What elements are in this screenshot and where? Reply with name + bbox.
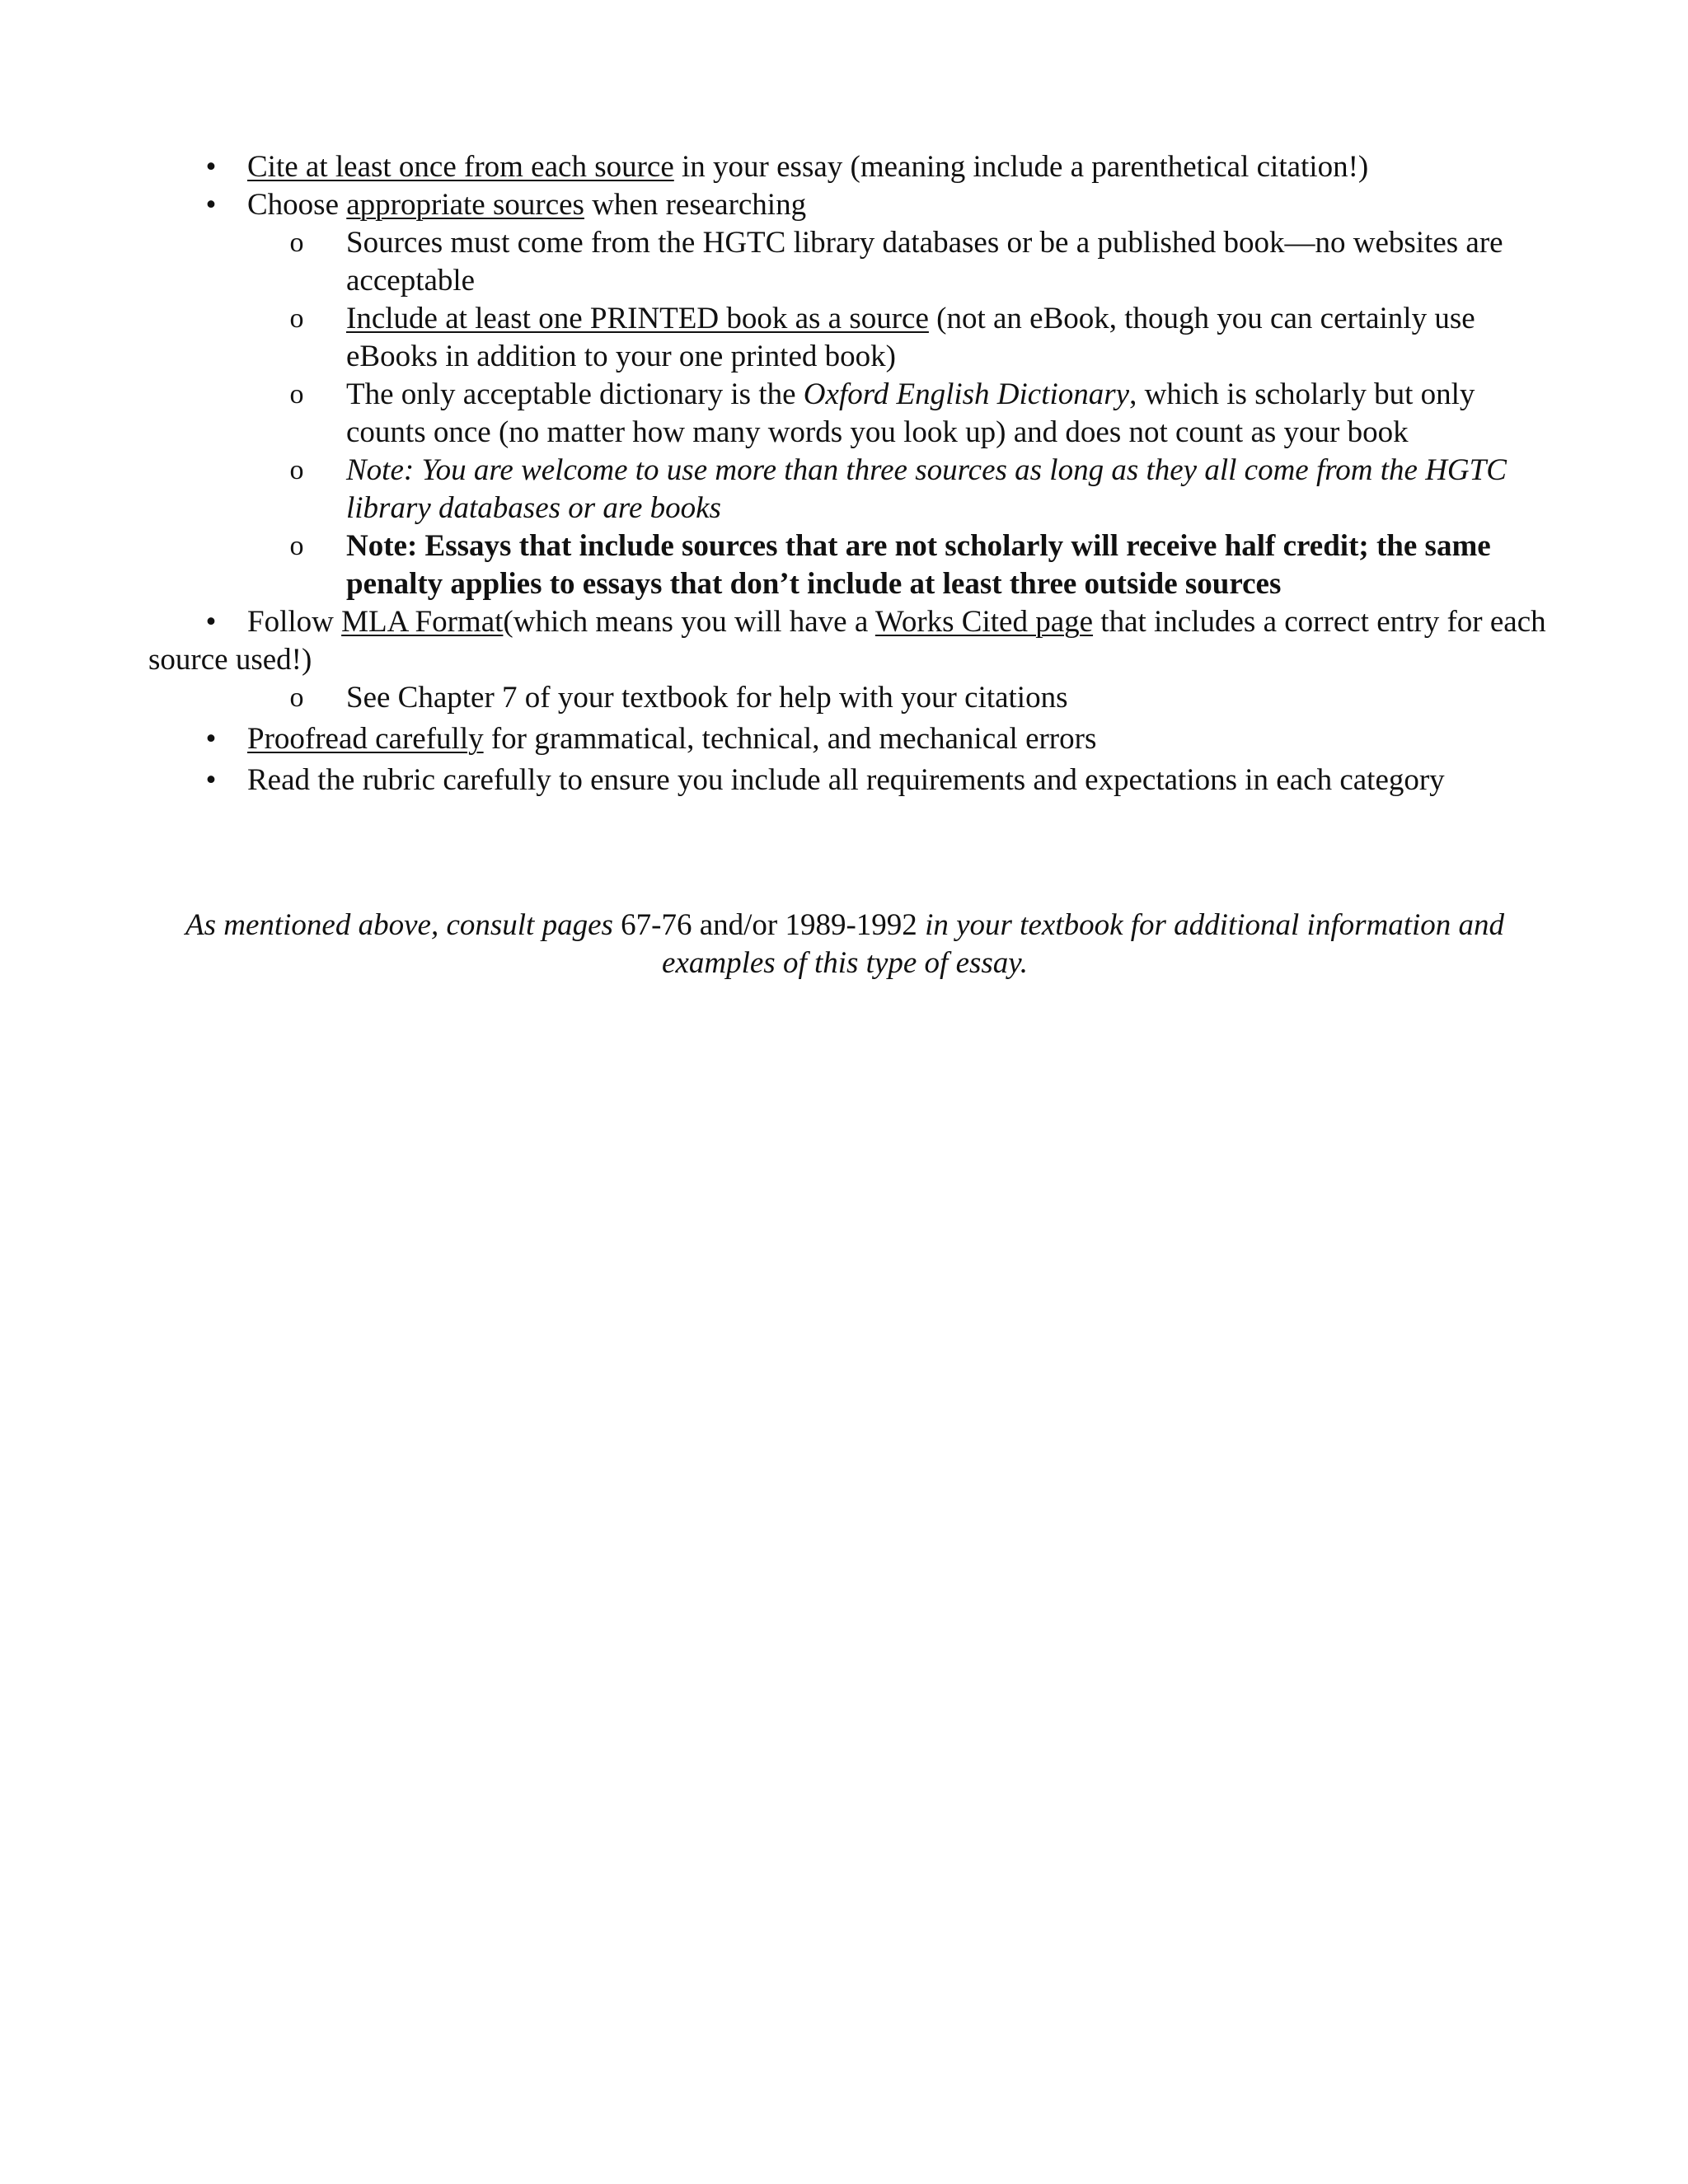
sub-item-text — [346, 376, 1550, 452]
closing-note — [140, 907, 1550, 982]
cite-link: Cite at least once from each source — [247, 150, 674, 184]
sub-bullet-marker: o — [289, 379, 304, 410]
sub-bullet-marker: o — [289, 531, 304, 561]
list-item-proofread — [148, 720, 1550, 758]
bullet-marker: • — [205, 763, 217, 797]
proofread-rest-text: for grammatical, technical, and mechanical errors — [483, 722, 1097, 756]
sub-item-chapter-7 — [247, 679, 1550, 717]
choose-post-text: when researching — [584, 188, 807, 222]
list-item-text — [148, 603, 1550, 679]
sub-item-library-databases — [247, 224, 1550, 300]
cite-rest-text: in your essay (meaning include a parenthetical citation!) — [673, 150, 1369, 184]
bullet-marker: • — [205, 150, 217, 184]
bullet-marker: • — [205, 605, 217, 639]
mla-sub-list — [247, 679, 1550, 717]
sub-item-text: Sources must come from the HGTC library databases or be a published book—no websites are acceptable — [346, 226, 1503, 298]
follow-post-text: that includes a correct entry for each source used!) — [148, 605, 1546, 677]
mla-format-link: MLA Format — [341, 605, 504, 639]
list-item-text: Read the rubric carefully to ensure you include all requirements and expectations in each category — [247, 763, 1445, 797]
sub-bullet-marker: o — [289, 455, 304, 485]
list-item-cite — [148, 148, 1550, 186]
sources-sub-list — [247, 224, 1550, 603]
dictionary-post-text: , which is scholarly but only counts once (no matter how many words you look up) and does not count as your book — [346, 377, 1475, 449]
choose-pre-text: Choose — [247, 188, 347, 222]
sub-item-dictionary — [247, 376, 1550, 452]
sub-bullet-marker: o — [289, 303, 304, 334]
closing-italic-end: in your textbook for additional information and examples of this type of essay. — [662, 908, 1505, 980]
proofread-link: Proofread carefully — [247, 722, 484, 756]
appropriate-sources-link: appropriate sources — [346, 188, 584, 222]
sub-item-penalty-note — [247, 527, 1550, 603]
sub-bullet-marker: o — [289, 682, 304, 713]
requirements-list — [148, 148, 1550, 799]
closing-page-numbers: 67-76 and/or 1989-1992 — [621, 908, 917, 942]
sub-item-text: See Chapter 7 of your textbook for help with your citations — [346, 681, 1068, 715]
list-item-text — [247, 186, 1550, 224]
sub-item-text — [346, 300, 1550, 376]
dictionary-pre-text: The only acceptable dictionary is the — [346, 377, 804, 411]
dictionary-title: Oxford English Dictionary — [803, 377, 1130, 411]
list-item-text — [247, 720, 1550, 758]
works-cited-link: Works Cited page — [874, 605, 1094, 639]
bullet-marker: • — [205, 188, 217, 222]
list-item-mla-format — [148, 603, 1550, 679]
sub-item-printed-book — [247, 300, 1550, 376]
printed-book-link: Include at least one PRINTED book as a source — [346, 302, 929, 335]
closing-italic-start: As mentioned above, consult pages — [185, 908, 621, 942]
list-item-rubric — [148, 762, 1550, 799]
follow-mid-text: (which means you will have a — [503, 605, 875, 639]
list-item-text — [247, 148, 1550, 186]
sub-item-text: Note: Essays that include sources that are not scholarly will receive half credit; the same penalty applies to essays that don’t include at least three outside sources — [346, 529, 1491, 601]
printed-book-rest-text: (not an eBook, though you can certainly use eBooks in addition to your one printed book) — [346, 302, 1475, 373]
list-item-choose-sources — [148, 186, 1550, 224]
sub-item-text: Note: You are welcome to use more than three sources as long as they all come from the HGTC library databases or are books — [346, 453, 1507, 525]
bullet-marker: • — [205, 722, 217, 756]
sub-bullet-marker: o — [289, 227, 304, 258]
follow-pre-text: Follow — [247, 605, 342, 639]
sub-item-more-sources-note — [247, 452, 1550, 527]
